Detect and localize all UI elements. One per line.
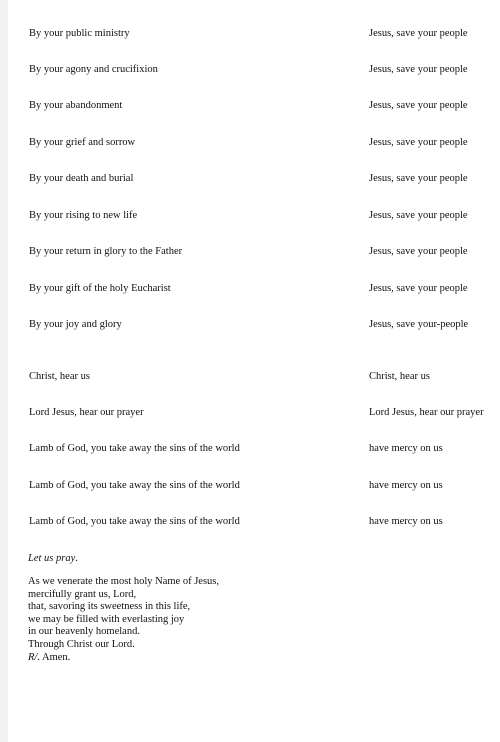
response-text: Jesus, save your people: [369, 283, 468, 294]
invocation-text: Lamb of God, you take away the sins of the world: [29, 443, 240, 454]
closing-row: [0, 442, 500, 456]
prayer-line: we may be filled with everlasting joy: [28, 613, 185, 625]
invocation-text: By your agony and crucifixion: [29, 64, 158, 75]
let-us-pray-heading: [28, 552, 78, 566]
let-us-pray-period: .: [75, 553, 78, 564]
closing-row: [0, 406, 500, 420]
amen-text: . Amen.: [37, 651, 71, 663]
litany-row: [0, 136, 500, 150]
prayer-line: mercifully grant us, Lord,: [28, 588, 137, 600]
prayer-line: Through Christ our Lord.: [28, 638, 135, 650]
invocation-text: By your grief and sorrow: [29, 137, 136, 148]
invocation-text: Christ, hear us: [29, 371, 90, 382]
response-text: Jesus, save your people: [369, 173, 468, 184]
response-text: Lord Jesus, hear our prayer: [369, 407, 484, 418]
prayer-line: in our heavenly homeland.: [28, 626, 140, 638]
invocation-text: Lamb of God, you take away the sins of the world: [29, 516, 240, 527]
litany-row: [0, 99, 500, 113]
invocation-text: By your death and burial: [29, 173, 134, 184]
response-text: have mercy on us: [369, 443, 443, 454]
response-text: Jesus, save your people: [369, 64, 468, 75]
amen-line: [28, 652, 219, 665]
closing-row: [0, 370, 500, 384]
litany-row: [0, 63, 500, 77]
invocation-text: Lamb of God, you take away the sins of the world: [29, 480, 240, 491]
response-marker: R/: [28, 651, 38, 663]
litany-row: [0, 282, 500, 296]
litany-row: [0, 209, 500, 223]
invocation-text: By your return in glory to the Father: [29, 246, 183, 257]
invocation-text: By your public ministry: [29, 28, 130, 39]
closing-row: [0, 479, 500, 493]
response-text: Jesus, save your people: [369, 246, 468, 257]
prayer-body: [28, 576, 219, 664]
prayer-line: As we venerate the most holy Name of Jesus,: [28, 576, 219, 587]
invocation-text: Lord Jesus, hear our prayer: [29, 407, 144, 418]
invocation-text: By your abandonment: [29, 100, 123, 111]
response-text: Jesus, save your people: [369, 137, 468, 148]
invocation-text: By your gift of the holy Eucharist: [29, 283, 171, 294]
prayer-line: that, savoring its sweetness in this life,: [28, 601, 191, 613]
response-text: Jesus, save your people: [369, 210, 468, 221]
response-text: have mercy on us: [369, 480, 443, 491]
invocation-text: By your joy and glory: [29, 319, 122, 330]
invocation-text: By your rising to new life: [29, 210, 138, 221]
litany-row: [0, 245, 500, 259]
litany-row: [0, 172, 500, 186]
response-text: Jesus, save your people: [369, 100, 468, 111]
response-text: have mercy on us: [369, 516, 443, 527]
response-text: Christ, hear us: [369, 371, 430, 382]
litany-row: [0, 318, 500, 332]
response-text: Jesus, save your people: [369, 28, 468, 39]
litany-row: [0, 27, 500, 41]
response-text: Jesus, save your-people: [369, 319, 469, 330]
let-us-pray-text: Let us pray: [28, 553, 76, 564]
closing-row: [0, 515, 500, 529]
